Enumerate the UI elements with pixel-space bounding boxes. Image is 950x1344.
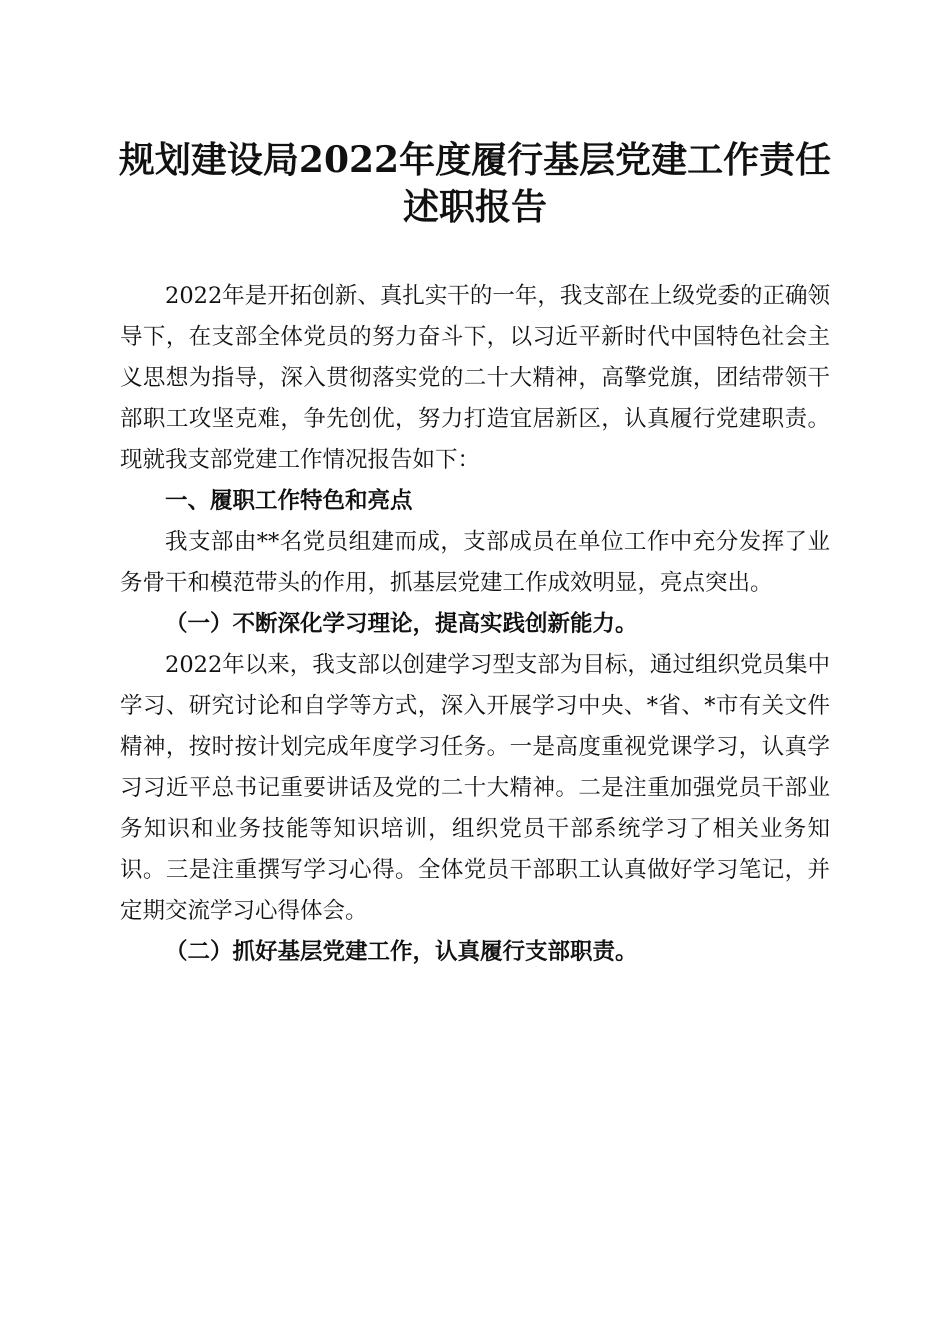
subsection-heading-2: （二）抓好基层党建工作，认真履行支部职责。 (165, 939, 638, 965)
intro-paragraph: 2022年是开拓创新、真扎实干的一年，我支部在上级党委的正确领导下，在支部全体党员的努力奋斗下，以习近平新时代中国特色社会主义思想为指导，深入贯彻落实党的二十大精神，高擎党旗，团结带领干部职工攻坚克难，争先创优，努力打造宜居新区，认真履行党建职责。现就我支部党建工作情况报告如下： (120, 283, 830, 473)
subsection-heading-1: （一）不断深化学习理论，提高实践创新能力。 (165, 611, 638, 637)
section-1-paragraph: 我支部由**名党员组建而成，支部成员在单位工作中充分发挥了业务骨干和模范带头的作用，抓基层党建工作成效明显，亮点突出。 (120, 529, 830, 596)
document-title-line-2: 述职报告 (402, 186, 547, 228)
subsection-1-paragraph: 2022年以来，我支部以创建学习型支部为目标，通过组织党员集中学习、研究讨论和自学等方式，深入开展学习中央、*省、*市有关文件精神，按时按计划完成年度学习任务。一是高度重视党课学习，认真学习习近平总书记重要讲话及党的二十大精神。二是注重加强党员干部业务知识和业务技能等知识培训，组织党员干部系统学习了相关业务知识。三是注重撰写学习心得。全体党员干部职工认真做好学习笔记，并定期交流学习心得体会。 (120, 652, 830, 924)
document-title-line-1: 规划建设局2022年度履行基层党建工作责任 (118, 139, 832, 181)
section-heading-1: 一、履职工作特色和亮点 (165, 488, 413, 514)
document-body (120, 276, 830, 973)
